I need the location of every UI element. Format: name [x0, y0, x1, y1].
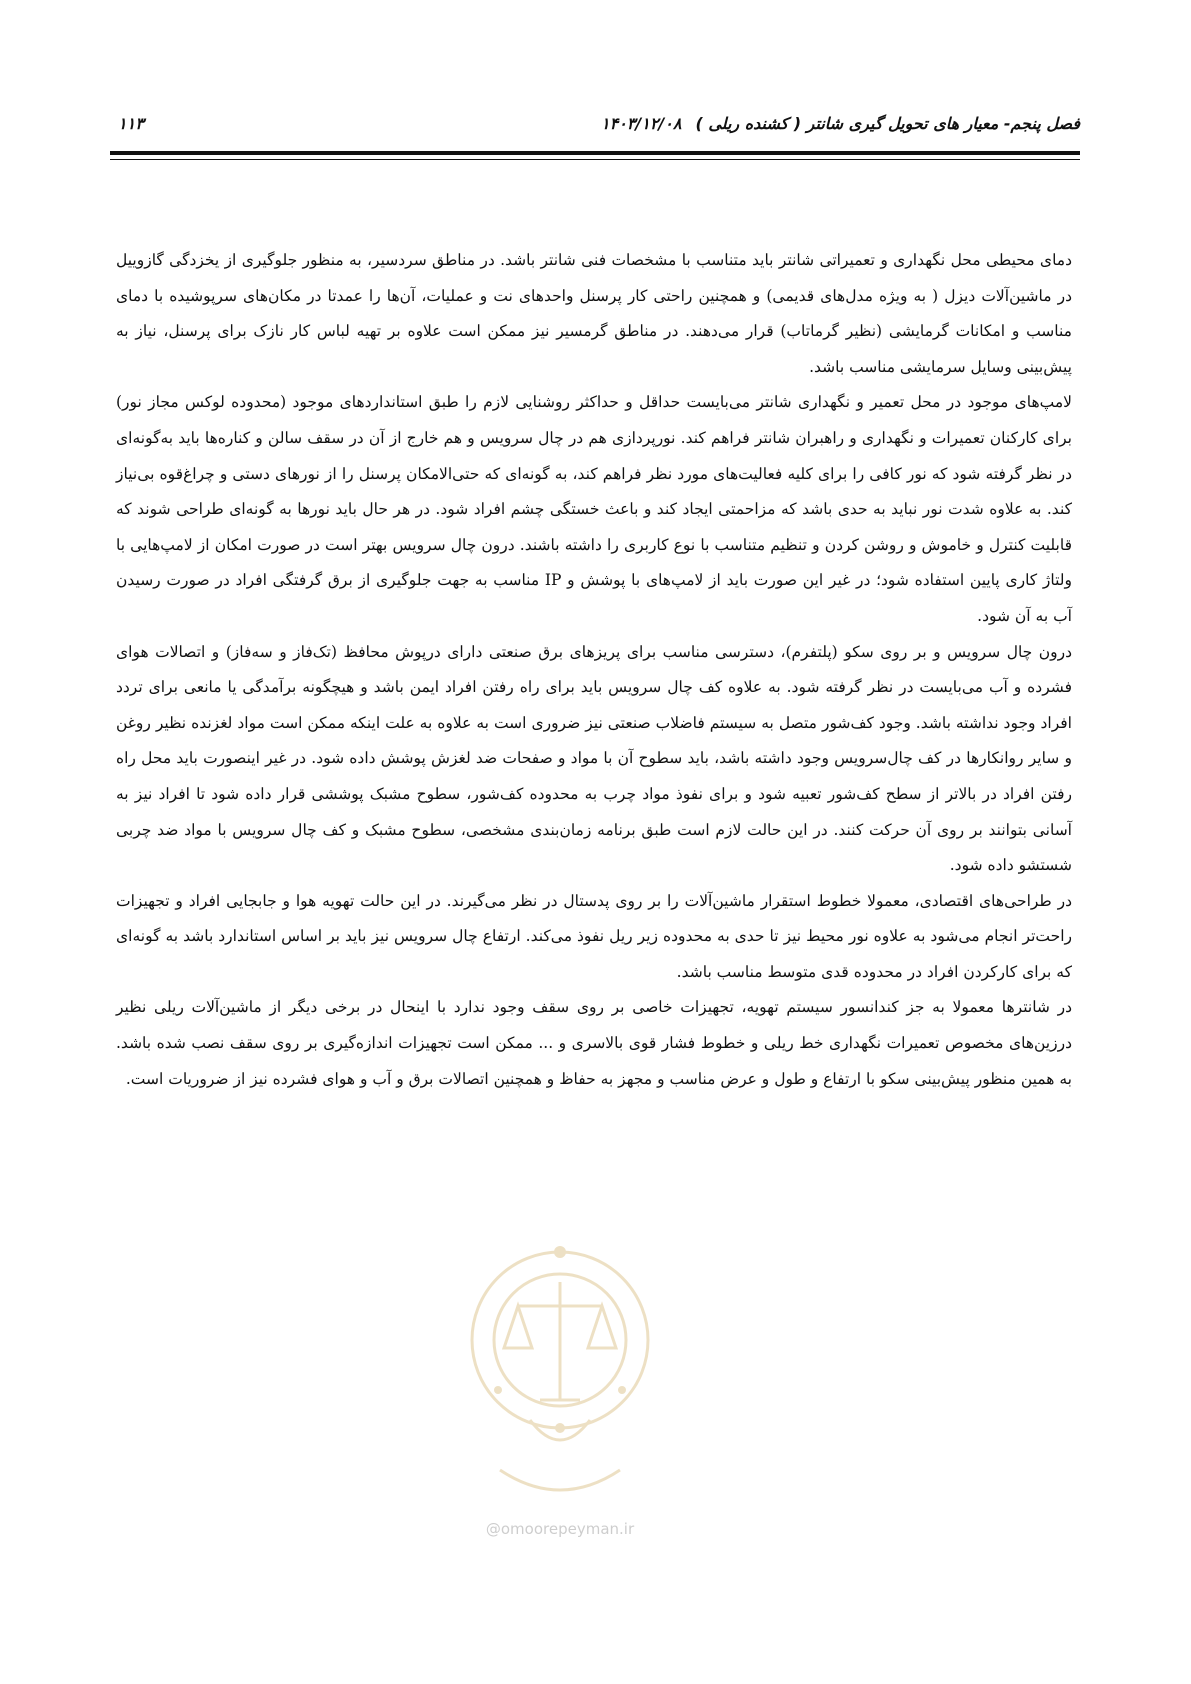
watermark-url: @omoorepeyman.ir [485, 1520, 635, 1538]
header-rule-thin [110, 159, 1080, 160]
paragraph-pedestal-design: در طراحی‌های اقتصادی، معمولا خطوط استقرار ماشین‌آلات را بر روی پدستال در نظر می‌گیرند. در این حالت تهویه هوا و جابجایی افراد و تجهیزات راحت‌تر انجام می‌شود به علاوه نور محیط نیز تا حدی به محدوده زیر ریل نفوذ می‌کند. ارتفاع چال سرویس نیز باید بر اساس استاندارد باشد به گونه‌ای که برای کارکردن افراد در محدوده قدی متوسط مناسب باشد. [116, 891, 1072, 981]
paragraph-service-pit: درون چال سرویس و بر روی سکو (پلتفرم)، دسترسی مناسب برای پریزهای برق صنعتی دارای درپوش محافظ (تک‌فاز و سه‌فاز) و اتصالات هوای فشرده و آب می‌بایست در نظر گرفته شود. به علاوه کف چال سرویس باید برای راه رفتن افراد ایمن باشد و هیچگونه برآمدگی یا مانعی برای تردد افراد وجود نداشته باشد. وجود کف‌شور متصل به سیستم فاضلاب صنعتی نیز ضروری است به علاوه به علت اینکه ممکن است مواد لغزنده نظیر روغن و سایر روانکارها در کف چال‌سرویس وجود داشته باشد، باید سطوح آن با مواد و صفحات ضد لغزش پوشش داده شود. در غیر اینصورت باید محل راه رفتن افراد در بالاتر از سطح کف‌شور تعبیه شود و برای نفوذ مواد چرب به محدوده کف‌شور، سطوح مشبک پوششی قرار داده شود تا افراد نیز به آسانی بتوانند بر روی آن حرکت کنند. در این حالت لازم است طبق برنامه زمان‌بندی مشخصی، سطوح مشبک و کف چال سرویس با مواد ضد چربی شستشو داده شود. [116, 642, 1072, 875]
paragraph-roof-equipment: در شانترها معمولا به جز کندانسور سیستم تهویه، تجهیزات خاصی بر روی سقف وجود ندارد با اینحال در برخی دیگر از ماشین‌آلات ریلی نظیر درزین‌های مخصوص تعمیرات نگهداری خط ریلی و خطوط فشار قوی بالاسری و ... ممکن است تجهیزات اندازه‌گیری بر روی سقف نصب شده باشد. به همین منظور پیش‌بینی سکو با ارتفاع و طول و عرض مناسب و مجهز به حفاظ و همچنین اتصالات برق و آب و هوای فشرده نیز از ضروریات است. [116, 998, 1072, 1088]
header-date: ۱۴۰۳/۱۲/۰۸ [601, 114, 682, 133]
body-text [116, 243, 1072, 1097]
page-number: ۱۱۳ [118, 114, 144, 133]
page-header [110, 108, 1080, 148]
chapter-title [601, 114, 1080, 133]
paragraph-ambient-temperature: دمای محیطی محل نگهداری و تعمیراتی شانتر باید متناسب با مشخصات فنی شانتر باشد. در مناطق سردسیر، به منظور جلوگیری از یخزدگی گازوییل در ماشین‌آلات دیزل ( به ویژه مدل‌های قدیمی) و همچنین راحتی کار پرسنل واحدهای نت و عملیات، آن‌ها را عمدتا در مکان‌های سرپوشیده با دمای مناسب و امکانات گرمایشی (نظیر گرماتاب) قرار می‌دهند. در مناطق گرمسیر نیز ممکن است علاوه بر تهیه لباس کار نازک برای پرسنل، نیاز به پیش‌بینی وسایل سرمایشی مناسب باشد. [116, 251, 1072, 376]
watermark-emblem-icon [460, 1220, 660, 1510]
paragraph-lighting: لامپ‌های موجود در محل تعمیر و نگهداری شانتر می‌بایست حداقل و حداکثر روشنایی لازم را طبق استانداردهای موجود (محدوده لوکس مجاز نور) برای کارکنان تعمیرات و نگهداری و راهبران شانتر فراهم کند. نورپردازی هم در چال سرویس و هم خارج از آن در سقف سالن و کناره‌ها باید به‌گونه‌ای در نظر گرفته شود که نور کافی را برای کلیه فعالیت‌های مورد نظر فراهم کند، به گونه‌ای که حتی‌الامکان پرسنل را از نورهای دستی و چراغ‌قوه بی‌نیاز کند. به علاوه شدت نور نباید به حدی باشد که مزاحمتی ایجاد کند و باعث خستگی چشم افراد شود. در هر حال باید نورها به گونه‌ای طراحی شوند که قابلیت کنترل و خاموش و روشن کردن و تنظیم متناسب با نوع کاربری را داشته باشند. درون چال سرویس بهتر است در صورت امکان از لامپ‌هایی با ولتاژ کاری پایین استفاده شود؛ در غیر این صورت باید از لامپ‌های با پوشش و IP مناسب به جهت جلوگیری از برق گرفتگی افراد در صورت رسیدن آب به آن شود. [116, 393, 1072, 625]
header-rule-thick [110, 151, 1080, 155]
chapter-title-text: فصل پنجم- معیار های تحویل گیری شانتر ( کشنده ریلی ) [695, 114, 1080, 133]
watermark [460, 1220, 660, 1540]
